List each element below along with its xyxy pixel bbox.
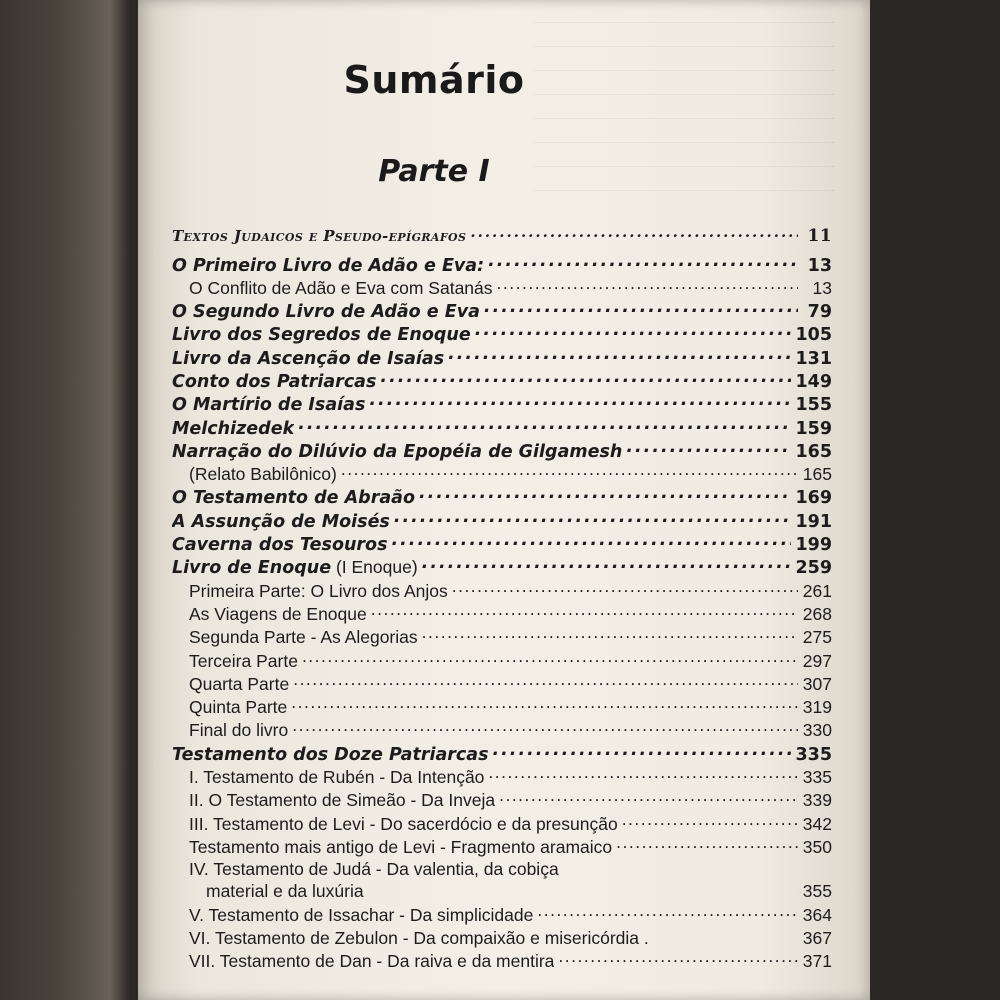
leader-dots [298, 416, 791, 434]
page-number: 105 [795, 325, 832, 346]
toc-subentry[interactable]: VII. Testamento de Dan - Da raiva e da mentira ..... 371 [172, 950, 832, 973]
page-number: 79 [807, 302, 832, 323]
page-number: 371 [802, 951, 832, 972]
toc-entry[interactable]: O Martírio de Isaías ..... 155 [172, 393, 832, 416]
leader-dots [493, 742, 792, 760]
page-number: 169 [795, 488, 832, 509]
toc-entry[interactable]: A Assunção de Moisés ..... 191 [172, 509, 832, 532]
page-number: 159 [795, 418, 832, 439]
toc-subentry-line1[interactable]: IV. Testamento de Judá - Da valentia, da cobiça [189, 858, 559, 879]
page-number: 342 [802, 813, 832, 834]
leader-dots [394, 509, 792, 527]
toc-subentry[interactable]: Segunda Parte - As Alegorias ..... 275 [172, 626, 832, 649]
page-number: 261 [802, 580, 832, 601]
leader-dots [302, 649, 798, 667]
page-number: 131 [795, 348, 832, 369]
leader-dots [371, 602, 798, 620]
toc-subentry[interactable]: VI. Testamento de Zebulon - Da compaixão e misericórdia . 367 [189, 927, 832, 948]
leader-dots [369, 393, 791, 411]
toc-subentry[interactable]: Testamento mais antigo de Levi - Fragmento aramaico ..... 350 [172, 835, 832, 858]
leader-dots [558, 950, 798, 968]
leader-dots [452, 579, 798, 597]
toc-subentry[interactable]: As Viagens de Enoque ..... 268 [172, 602, 832, 625]
page-number: 350 [802, 836, 832, 857]
page-number: 13 [807, 255, 832, 276]
page-number: 199 [795, 535, 832, 556]
toc-subentry[interactable]: O Conflito de Adão e Eva com Satanás ..... 13 [172, 276, 832, 299]
toc-subentry[interactable]: III. Testamento de Levi - Do sacerdócio e da presunção ..... 342 [172, 812, 832, 835]
page-number: 191 [795, 511, 832, 532]
toc-entry[interactable]: Caverna dos Tesouros ..... 199 [172, 533, 832, 556]
page-number: 165 [802, 464, 832, 485]
page-number: 330 [802, 720, 832, 741]
toc-subentry[interactable]: (Relato Babilônico) ..... 165 [172, 463, 832, 486]
leader-dots [419, 486, 791, 504]
table-of-contents [172, 226, 832, 973]
toc-subentry[interactable]: Primeira Parte: O Livro dos Anjos ..... 261 [172, 579, 832, 602]
page-number: 335 [795, 744, 832, 765]
toc-entry[interactable]: O Segundo Livro de Adão e Eva ..... 79 [172, 300, 832, 323]
page-number: 339 [802, 790, 832, 811]
toc-entry[interactable] [172, 556, 832, 579]
leader-dots [537, 903, 798, 921]
entry-suffix: (I Enoque) [331, 557, 418, 578]
page-number: 268 [802, 603, 832, 624]
page-title: Sumário [343, 58, 525, 102]
toc-subentry[interactable]: I. Testamento de Rubén - Da Intenção ..... 335 [172, 766, 832, 789]
leader-dots [392, 533, 792, 551]
leader-dots [475, 323, 792, 341]
entry-title: Livro de Enoque [172, 558, 332, 579]
toc-entry[interactable]: Livro da Ascenção de Isaías ..... 131 [172, 346, 832, 369]
leader-dots [380, 369, 791, 387]
leader-dots [499, 789, 798, 807]
leader-dots [616, 835, 798, 853]
toc-entry[interactable]: Testamento dos Doze Patriarcas ..... 335 [172, 742, 832, 765]
leader-dots [488, 766, 798, 784]
toc-entry[interactable]: O Testamento de Abraão ..... 169 [172, 486, 832, 509]
leader-dots [622, 812, 798, 830]
leader-dots [341, 463, 798, 481]
toc-entry[interactable]: O Primeiro Livro de Adão e Eva: ..... 13 [172, 253, 832, 276]
toc-subentry[interactable]: Quinta Parte ..... 319 [172, 696, 832, 719]
page-number: 307 [802, 673, 832, 694]
leader-dots [497, 276, 798, 294]
toc-subentry[interactable]: Terceira Parte ..... 297 [172, 649, 832, 672]
toc-entry[interactable]: Melchizedek ..... 159 [172, 416, 832, 439]
page-number: 149 [795, 371, 832, 392]
leader-dots [293, 672, 798, 690]
leader-dots [448, 346, 791, 364]
toc-entry[interactable]: Livro dos Segredos de Enoque ..... 105 [172, 323, 832, 346]
page-number: 13 [812, 277, 832, 298]
page-number: 364 [802, 904, 832, 925]
toc-subentry-line2[interactable]: material e da luxúria 355 [206, 881, 832, 902]
leader-dots [422, 626, 798, 644]
page-number: 275 [802, 627, 832, 648]
toc-subentry[interactable]: II. O Testamento de Simeão - Da Inveja ..... 339 [172, 789, 832, 812]
leader-dots [291, 696, 798, 714]
page-number: 319 [802, 697, 832, 718]
toc-section-heading[interactable]: Textos Judaicos e Pseudo-epígrafos ..... 11 [172, 226, 832, 253]
toc-subentry[interactable]: Quarta Parte ..... 307 [172, 672, 832, 695]
toc-subentry[interactable]: Final do livro ..... 330 [172, 719, 832, 742]
leader-dots [488, 253, 798, 271]
leader-dots [292, 719, 798, 737]
page-number: 297 [802, 650, 832, 671]
page-number: 155 [795, 395, 832, 416]
part-heading: Parte I [378, 154, 490, 189]
page-number: 335 [802, 767, 832, 788]
page-number: 11 [807, 226, 832, 246]
toc-subentry[interactable]: V. Testamento de Issachar - Da simplicidade ..... 364 [172, 903, 832, 926]
toc-entry[interactable]: Narração do Dilúvio da Epopéia de Gilgamesh ..... 165 [172, 439, 832, 462]
page-number: 259 [795, 558, 832, 579]
leader-dots [484, 300, 798, 318]
page-number: 355 [802, 881, 832, 902]
leader-dots [470, 226, 798, 241]
page-number: 367 [802, 927, 832, 948]
toc-entry[interactable]: Conto dos Patriarcas ..... 149 [172, 369, 832, 392]
page-number: 165 [795, 441, 832, 462]
leader-dots [422, 556, 792, 574]
leader-dots [626, 439, 791, 457]
